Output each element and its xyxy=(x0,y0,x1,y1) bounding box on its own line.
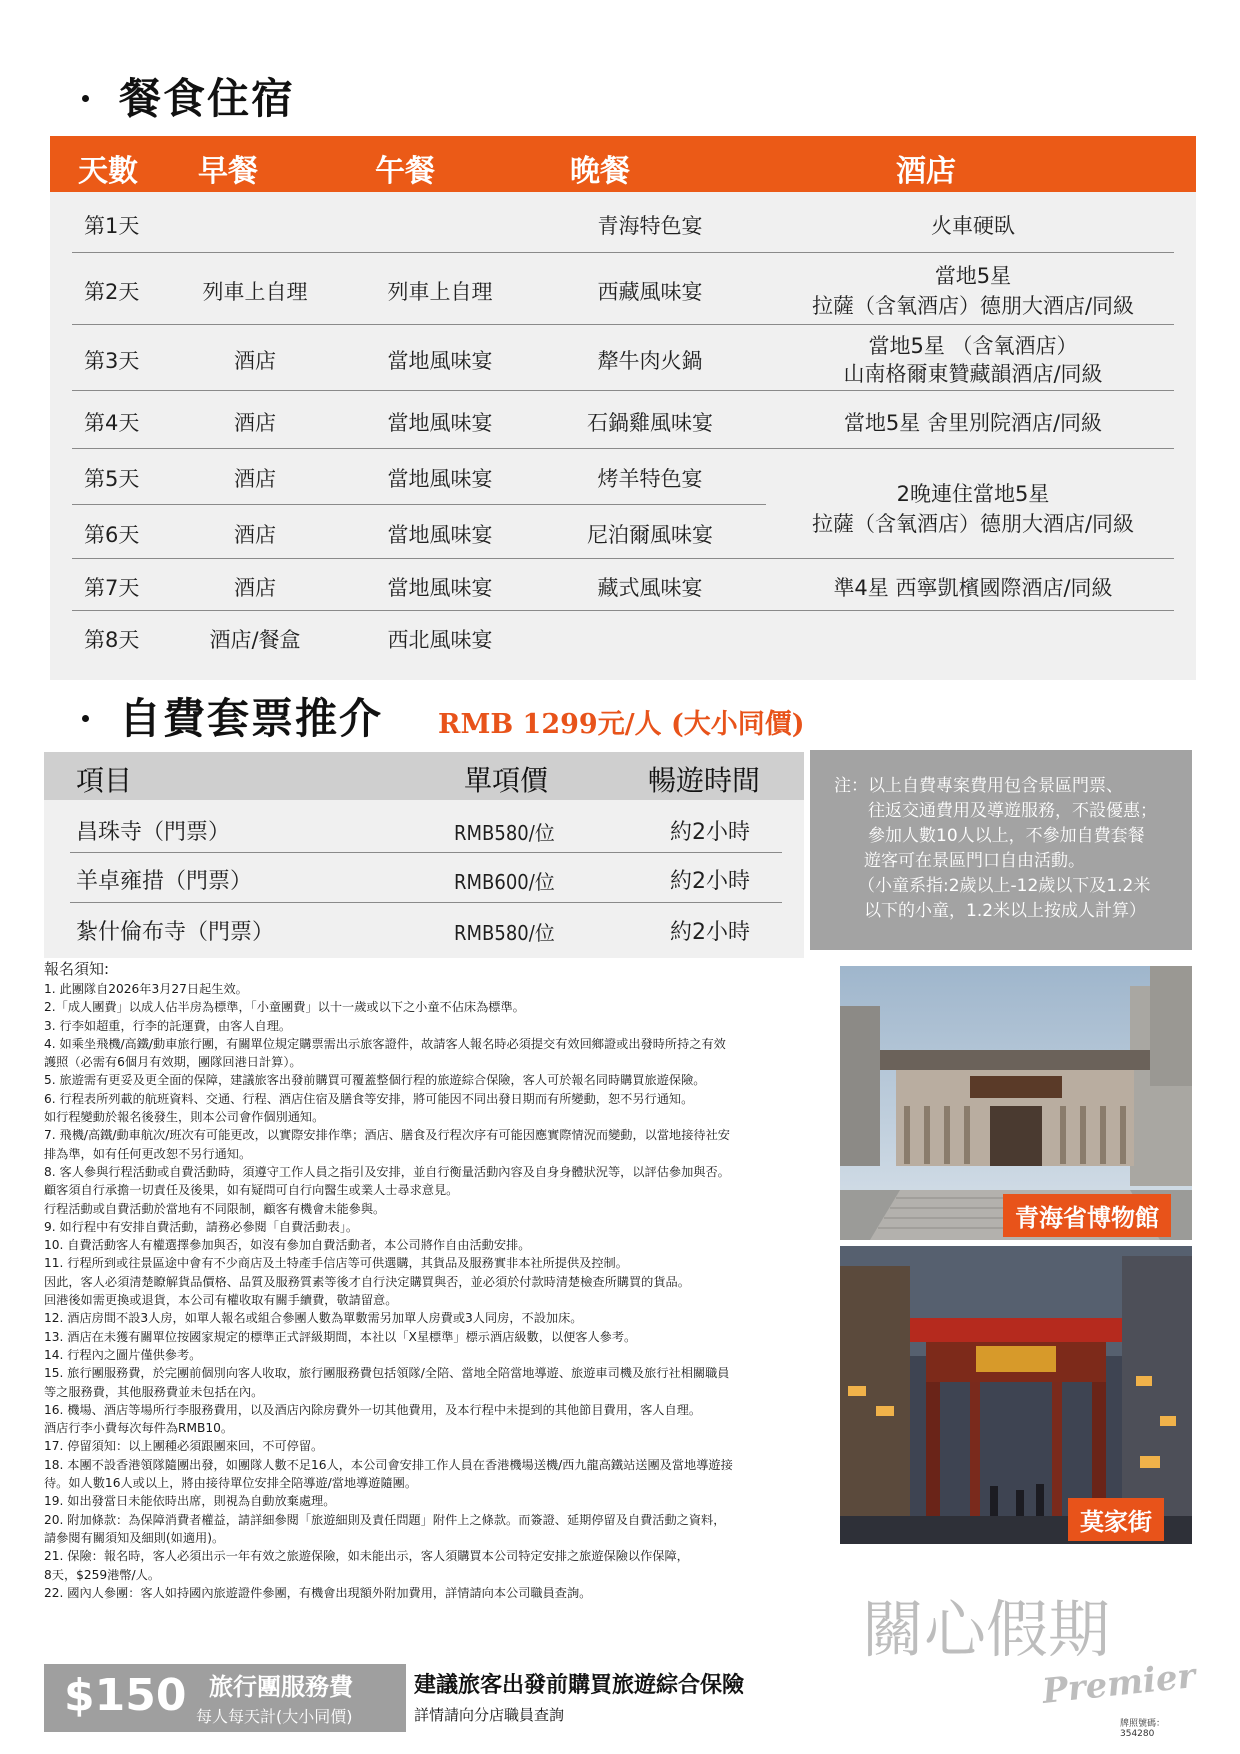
notice-line: 4. 如乘坐飛機/高鐵/動車旅行團，有關單位規定購票需出示旅客證件，故請客人報名時必須提交有效回鄉證或出發時所持之有效 xyxy=(44,1036,726,1051)
service-fee-amount: $150 xyxy=(64,1670,187,1721)
service-fee-box xyxy=(44,1664,406,1732)
notice-line: 待。如人數16人或以上，將由接待單位安排全陪導遊/當地導遊隨團。 xyxy=(44,1476,418,1491)
table-row: 第4天 酒店 當地風味宴 石鍋雞風味宴 當地5星 舍里別院酒店/同級 xyxy=(84,411,1103,435)
notice-line: 排為準，如有任何更改恕不另行通知。 xyxy=(44,1146,252,1161)
notice-lines xyxy=(44,980,824,1602)
logo-english: Premier xyxy=(1040,1656,1198,1712)
meal-table-header xyxy=(50,136,1196,192)
license-number: 牌照號碼：354280 xyxy=(1120,1719,1166,1739)
street-caption: 莫家街 xyxy=(1068,1498,1164,1541)
notice-line: 2.「成人團費」以成人佔半房為標準，「小童團費」以十一歲或以下之小童不佔床為標準。 xyxy=(44,1000,525,1015)
header-breakfast: 早餐 xyxy=(198,154,258,189)
notice-line: 1. 此團隊自2026年3月27日起生效。 xyxy=(44,982,248,996)
notice-line: 21. 保險：報名時，客人必須出示一年有效之旅遊保險，如未能出示，客人須購買本公司特定安排之旅遊保險以作保障， xyxy=(44,1549,689,1564)
museum-caption: 青海省博物館 xyxy=(1003,1194,1171,1237)
insurance-subtitle: 詳情請向分店職員查詢 xyxy=(414,1706,565,1724)
notice-line: 10. 自費活動客人有權選擇參加與否，如沒有參加自費活動者，本公司將作自由活動安排。 xyxy=(44,1238,531,1253)
ticket-section-title: 自費套票推介 xyxy=(82,686,383,746)
table-row: 第6天 酒店 當地風味宴 尼泊爾風味宴 xyxy=(84,523,713,547)
notice-line: 請參閱有關須知及細則(如適用)。 xyxy=(44,1530,225,1545)
header-item: 項目 xyxy=(76,764,133,797)
street-photo xyxy=(840,1246,1192,1544)
notice-line: 14. 行程內之圖片僅供參考。 xyxy=(44,1347,202,1362)
table-row: 第5天 酒店 當地風味宴 烤羊特色宴 xyxy=(84,467,703,491)
notice-line: 等之服務費，其他服務費並未包括在內。 xyxy=(44,1384,264,1399)
registration-notice xyxy=(44,958,824,1602)
notice-line: 回港後如需更換或退貨，本公司有權收取有關手續費，敬請留意。 xyxy=(44,1293,398,1308)
table-row: 羊卓雍措（門票） RMB600/位 約2小時 xyxy=(76,869,750,894)
table-row: 第8天 酒店/餐盒 西北風味宴 xyxy=(84,628,493,652)
ticket-table xyxy=(44,752,804,958)
notice-line: 18. 本團不設香港領隊隨團出發，如團隊人數不足16人，本公司會安排工作人員在香港機場送機/西九龍高鐵站送團及當地導遊接 xyxy=(44,1457,733,1472)
meal-table xyxy=(50,136,1196,680)
header-lunch: 午餐 xyxy=(375,154,435,189)
notice-line: 7. 飛機/高鐵/動車航次/班次有可能更改，以實際安排作準；酒店、膳食及行程次序有可能因應實際情況而變動，以當地接待社安 xyxy=(44,1128,730,1143)
header-hotel: 酒店 xyxy=(896,154,956,189)
notice-line: 護照（必需有6個月有效期，團隊回港日計算）。 xyxy=(44,1055,302,1070)
ticket-table-header xyxy=(44,752,804,800)
header-dinner: 晚餐 xyxy=(570,154,630,189)
header-duration: 暢遊時間 xyxy=(648,764,761,797)
table-row: 第3天 酒店 當地風味宴 犛牛肉火鍋 當地5星 （含氧酒店） 山南格爾東贊藏韻酒店/同級 xyxy=(84,334,1103,386)
notice-line: 20. 附加條款：為保障消費者權益，請詳細參閱「旅遊細則及責任問題」附件上之條款。而簽證、延期停留及自費活動之資料， xyxy=(44,1512,726,1527)
insurance-title: 建議旅客出發前購買旅遊綜合保險 xyxy=(414,1672,745,1698)
notice-line: 17. 停留須知：以上團種必須跟團來回，不可停留。 xyxy=(44,1439,324,1454)
notice-line: 16. 機場、酒店等場所行李服務費用，以及酒店內除房費外一切其他費用，及本行程中未提到的其他節目費用，客人自理。 xyxy=(44,1402,702,1417)
notice-line: 11. 行程所到或往景區途中會有不少商店及土特產手信店等可供選購，其貨品及服務實非本社所提供及控制。 xyxy=(44,1256,628,1271)
notice-line: 如行程變動於報名後發生，則本公司會作個別通知。 xyxy=(44,1110,325,1125)
notice-line: 22. 國內人參團：客人如持國內旅遊證件參團，有機會出現額外附加費用，詳情請向本公司職員查詢。 xyxy=(44,1585,592,1600)
notice-line: 因此，客人必須清楚瞭解貨品價格、品質及服務質素等後才自行決定購買與否，並必須於付款時清楚檢查所購買的貨品。 xyxy=(44,1274,690,1289)
table-row: 第1天 青海特色宴 火車硬臥 xyxy=(84,214,1015,238)
notice-line: 15. 旅行團服務費，於完團前個別向客人收取，旅行團服務費包括領隊/全陪、當地全陪當地導遊、旅遊車司機及旅行社相關職員 xyxy=(44,1366,730,1381)
header-price: 單項價 xyxy=(464,764,549,797)
notice-line: 行程活動或自費活動於當地有不同限制，顧客有機會未能參與。 xyxy=(44,1201,386,1216)
notice-line: 5. 旅遊需有更妥及更全面的保障，建議旅客出發前購買可覆蓋整個行程的旅遊綜合保險，客人可於報名同時購買旅遊保險。 xyxy=(44,1073,706,1088)
merged-hotel-cell: 2晚連住當地5星 拉薩（含氧酒店）德朋大酒店/同級 xyxy=(811,482,1135,536)
notice-line: 8. 客人參與行程活動或自費活動時，須遵守工作人員之指引及安排，並自行衡量活動內容及自身身體狀況等，以評估參加與否。 xyxy=(44,1164,730,1179)
notice-line: 13. 酒店在未獲有關單位按國家規定的標準正式評級期間，本社以「X星標準」標示酒店級數，以便客人參考。 xyxy=(44,1329,637,1344)
notice-title: 報名須知: xyxy=(44,960,110,978)
notice-line: 19. 如出發當日未能依時出席，則視為自動放棄處理。 xyxy=(44,1494,336,1509)
museum-photo xyxy=(840,966,1192,1240)
notice-line: 3. 行李如超重，行李的託運費，由客人自理。 xyxy=(44,1018,292,1033)
notice-line: 6. 行程表所列載的航班資料、交通、行程、酒店住宿及膳食等安排，將可能因不同出發日期而有所變動，恕不另行通知。 xyxy=(44,1091,694,1106)
bullet-icon xyxy=(82,95,89,102)
ticket-note: 注：以上自費專案費用包含景區門票、 往返交通費用及導遊服務，不設優惠； 參加人數10人以上，不參加自費套餐 遊客可在景區門口自由活動。 （小童系指:2歲以上-12歲以下及1.2米 以下的小童，1.2米以上按成人計算） xyxy=(810,750,1192,950)
package-price: RMB 1299元/人 (大小同價) xyxy=(438,709,805,740)
table-row: 第2天 列車上自理 列車上自理 西藏風味宴 當地5星 拉薩（含氧酒店）德朋大酒店/同級 xyxy=(84,264,1135,318)
notice-line: 顧客須自行承擔一切責任及後果，如有疑問可自行向醫生或業人士尋求意見。 xyxy=(44,1183,459,1198)
service-fee-subtitle: 每人每天計(大小同價) xyxy=(196,1707,353,1726)
bullet-icon xyxy=(82,715,89,722)
table-row: 昌珠寺（門票） RMB580/位 約2小時 xyxy=(76,820,750,845)
notice-line: 12. 酒店房間不設3人房，如單人報名或組合參團人數為單數需另加單人房費或3人同房，不設加床。 xyxy=(44,1311,583,1326)
logo-chinese: 關心假期 xyxy=(862,1593,1111,1666)
brand-logo xyxy=(862,1580,1198,1740)
table-row: 紮什倫布寺（門票） RMB580/位 約2小時 xyxy=(76,920,750,945)
notice-line: 8天，$259港幣/人。 xyxy=(44,1567,161,1582)
meal-section-title: 餐食住宿 xyxy=(82,66,295,126)
notice-line: 9. 如行程中有安排自費活動，請務必參閱「自費活動表」。 xyxy=(44,1219,359,1234)
table-row: 第7天 酒店 當地風味宴 藏式風味宴 準4星 西寧凱檳國際酒店/同級 xyxy=(84,576,1113,600)
notice-line: 酒店行李小費每次每件為RMB10。 xyxy=(44,1421,234,1436)
header-day: 天數 xyxy=(78,154,138,189)
service-fee-title: 旅行團服務費 xyxy=(209,1672,353,1701)
